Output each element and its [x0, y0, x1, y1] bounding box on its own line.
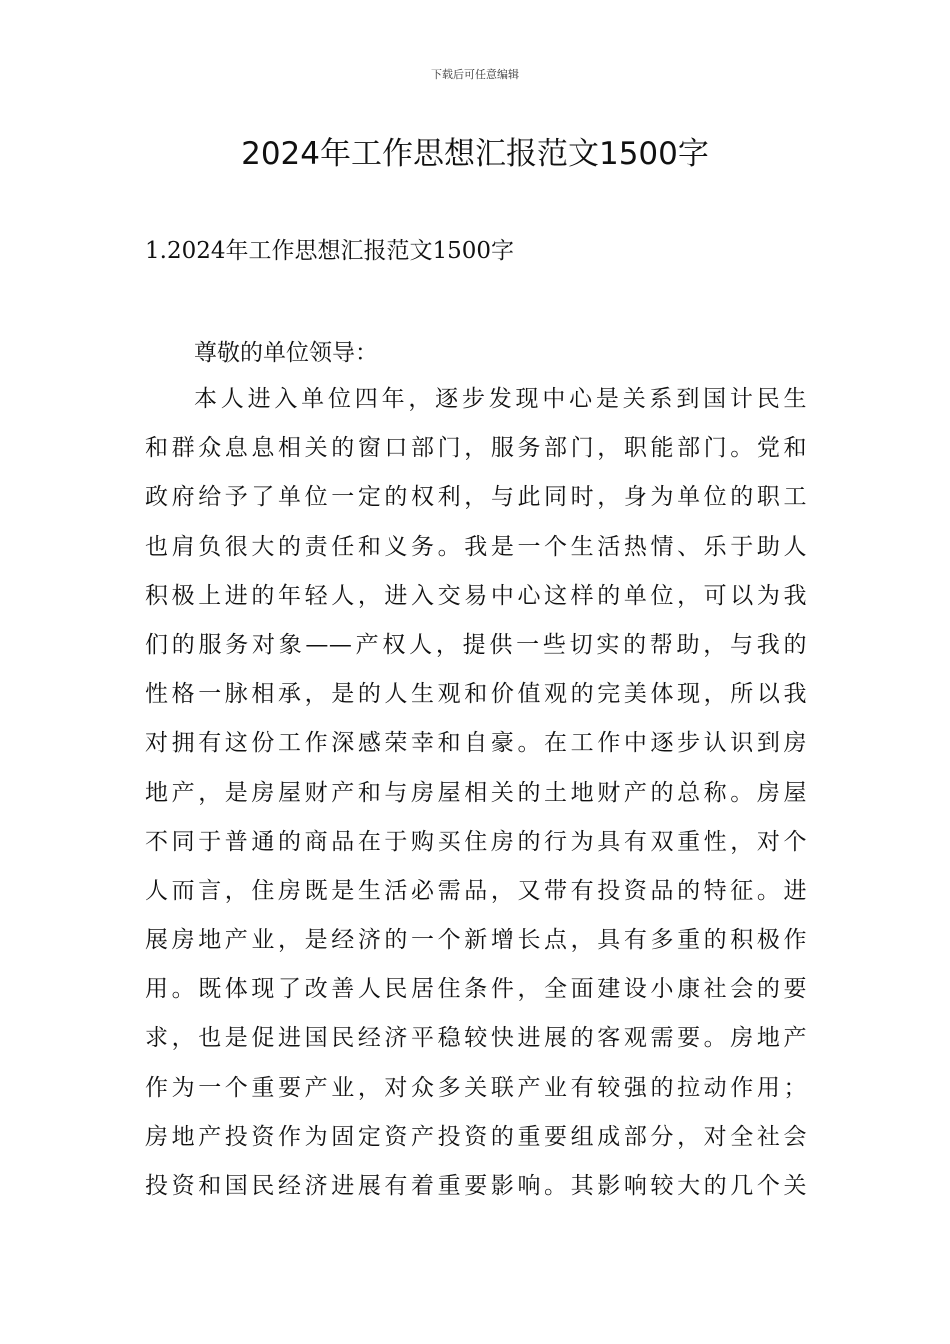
- body-line: 求，也是促进国民经济平稳较快进展的客观需要。房地产: [145, 1025, 807, 1052]
- body-line: 政府给予了单位一定的权利，与此同时，身为单位的职工: [145, 484, 807, 511]
- body-line: 和群众息息相关的窗口部门，服务部门，职能部门。党和: [145, 435, 807, 462]
- document-title: 2024年工作思想汇报范文1500字: [241, 136, 709, 172]
- body-line: 地产，是房屋财产和与房屋相关的土地财产的总称。房屋: [145, 779, 807, 806]
- body-line: 不同于普通的商品在于购买住房的行为具有双重性，对个: [145, 828, 807, 855]
- body-line: 展房地产业，是经济的一个新增长点，具有多重的积极作: [145, 927, 807, 954]
- body-line: 本人进入单位四年，逐步发现中心是关系到国计民生: [194, 386, 807, 412]
- body-line: 人而言，住房既是生活必需品，又带有投资品的特征。进: [145, 877, 807, 904]
- body-line: 们的服务对象——产权人，提供一些切实的帮助，与我的: [145, 631, 807, 658]
- body-line: 房地产投资作为固定资产投资的重要组成部分，对全社会: [145, 1123, 807, 1150]
- body-paragraph: [145, 380, 807, 1216]
- body-line: 对拥有这份工作深感荣幸和自豪。在工作中逐步认识到房: [145, 730, 807, 757]
- section-heading: 1.2024年工作思想汇报范文1500字: [145, 238, 515, 264]
- body-line: 性格一脉相承，是的人生观和价值观的完美体现，所以我: [145, 681, 807, 708]
- greeting: 尊敬的单位领导：: [194, 340, 378, 366]
- body-line: 积极上进的年轻人，进入交易中心这样的单位，可以为我: [145, 582, 807, 609]
- body-line: 投资和国民经济进展有着重要影响。其影响较大的几个关: [145, 1173, 807, 1199]
- body-line: 也肩负很大的责任和义务。我是一个生活热情、乐于助人: [145, 533, 807, 560]
- body-line: 作为一个重要产业，对众多关联产业有较强的拉动作用；: [145, 1074, 807, 1101]
- body-line: 用。既体现了改善人民居住条件，全面建设小康社会的要: [145, 976, 807, 1003]
- header-note: 下载后可任意编辑: [431, 68, 519, 81]
